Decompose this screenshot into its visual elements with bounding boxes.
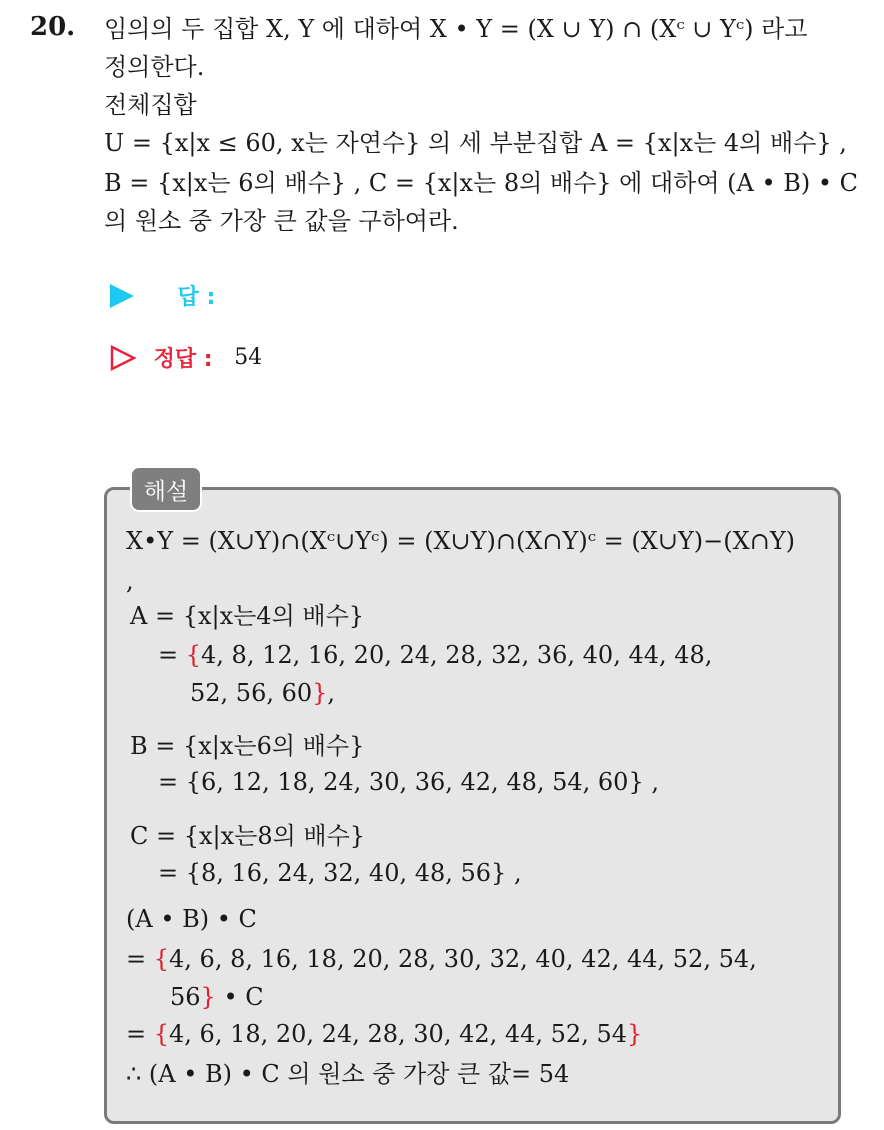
outline-triangle-icon bbox=[110, 345, 136, 371]
set-a-definition: A = {x|x는4의 배수} bbox=[130, 602, 365, 630]
question-line-2: 정의한다. bbox=[104, 53, 205, 81]
correct-answer-row bbox=[110, 342, 262, 373]
set-c-elements: = {8, 16, 24, 32, 40, 48, 56} , bbox=[158, 859, 522, 887]
play-triangle-icon bbox=[110, 284, 134, 308]
solution-tab: 해설 bbox=[130, 466, 202, 512]
conclusion: ∴ (A • B) • C 의 원소 중 가장 큰 값= 54 bbox=[126, 1060, 570, 1088]
set-c-definition: C = {x|x는8의 배수} bbox=[130, 822, 366, 850]
set-b-definition: B = {x|x는6의 배수} bbox=[130, 732, 365, 760]
question-line-5: B = {x|x는 6의 배수} , C = {x|x는 8의 배수} 에 대하여 (A • B) • C bbox=[104, 169, 859, 197]
correct-answer-label: 정답 : bbox=[153, 347, 213, 372]
set-a-elements-1: = {4, 8, 12, 16, 20, 24, 28, 32, 36, 40, 44, 48, bbox=[158, 641, 713, 669]
question-line-6: 의 원소 중 가장 큰 값을 구하여라. bbox=[104, 207, 459, 235]
set-b-elements: = {6, 12, 18, 24, 30, 36, 42, 48, 54, 60} , bbox=[158, 768, 659, 796]
question-line-3: 전체집합 bbox=[104, 91, 197, 119]
solution-line-1: X•Y = (X∪Y)∩(Xᶜ∪Yᶜ) = (X∪Y)∩(X∩Y)ᶜ = (X∪Y)−(X∩Y) bbox=[126, 527, 796, 555]
correct-answer-value: 54 bbox=[234, 345, 263, 370]
abc-elements-2: 56} • C bbox=[170, 983, 264, 1011]
question-line-1: 임의의 두 집합 X, Y 에 대하여 X • Y = (X ∪ Y) ∩ (Xᶜ ∪ Yᶜ) 라고 bbox=[104, 15, 808, 43]
abc-elements-1: = {4, 6, 8, 16, 18, 20, 28, 30, 32, 40, 42, 44, 52, 54, bbox=[126, 945, 757, 973]
result-set: = {4, 6, 18, 20, 24, 28, 30, 42, 44, 52, 54} bbox=[126, 1020, 643, 1048]
solution-line-2: , bbox=[126, 567, 134, 595]
abc-expression: (A • B) • C bbox=[126, 905, 257, 933]
answer-row bbox=[110, 280, 215, 311]
answer-label: 답 : bbox=[177, 285, 216, 310]
question-line-4: U = {x|x ≤ 60, x는 자연수} 의 세 부분집합 A = {x|x는 4의 배수} , bbox=[104, 129, 847, 157]
question-number: 20. bbox=[30, 12, 76, 42]
set-a-elements-2: 52, 56, 60}, bbox=[190, 679, 336, 707]
